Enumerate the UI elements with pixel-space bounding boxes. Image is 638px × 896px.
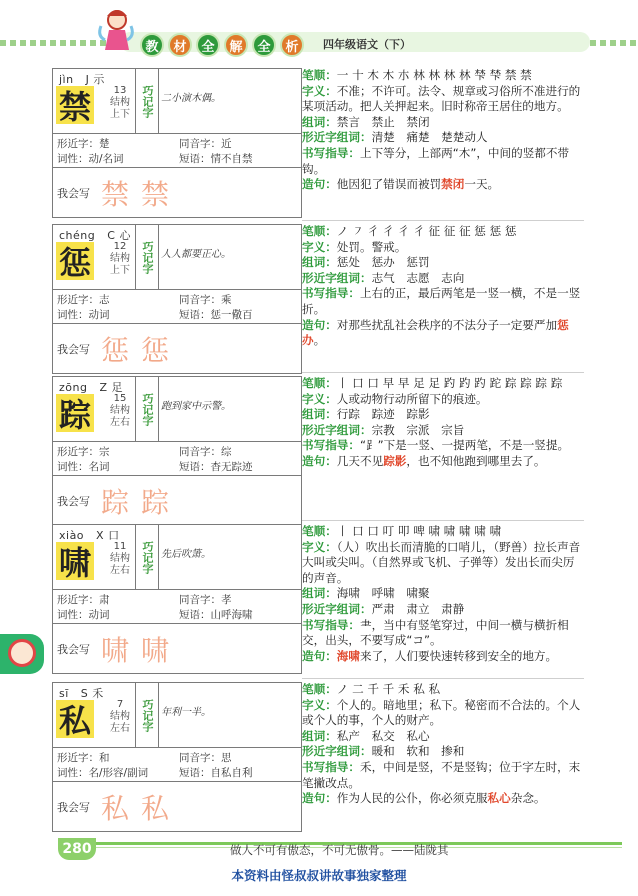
explanation-line bbox=[302, 407, 584, 423]
explanation-label: 形近字组词： bbox=[302, 130, 372, 145]
explanation-text: 严肃 肃立 肃静 bbox=[371, 601, 465, 616]
explanation-label: 组词： bbox=[302, 586, 337, 601]
capital-letter: J bbox=[85, 73, 90, 86]
explanation-text: 宗教 宗派 宗旨 bbox=[371, 422, 465, 437]
structure-type: 左右 bbox=[110, 417, 130, 428]
practice-label: 我会写 bbox=[57, 187, 90, 200]
practice-char: 私 bbox=[101, 792, 130, 825]
explanation-line bbox=[302, 791, 584, 807]
practice-char: 啸 bbox=[141, 634, 170, 667]
explanation-line bbox=[302, 438, 584, 454]
explanation-line bbox=[302, 318, 584, 349]
explanation-label: 造句： bbox=[302, 317, 337, 332]
practice-char: 私 bbox=[141, 792, 170, 825]
tip-label bbox=[135, 225, 159, 289]
explanation-text: “⻊”下是一竖、一提两笔，不是一竖提。 bbox=[359, 438, 570, 453]
explanation-label: 造句： bbox=[302, 791, 337, 806]
explanation-line bbox=[302, 115, 584, 131]
explanation-line bbox=[302, 392, 584, 408]
explanation-text: 个人的。暗地里；私下。秘密而不合法的。个人或个人的事，个人的财产。 bbox=[302, 697, 581, 728]
practice-label: 我会写 bbox=[57, 343, 90, 356]
explanation-label: 字义： bbox=[302, 539, 337, 554]
explanation-label: 形近字组词： bbox=[302, 744, 372, 759]
explanation-text: （人）吹出长而清脆的口哨儿，（野兽）拉长声音大叫或尖叫。（自然界或飞机、子弹等）发出长而尖厉的声音。 bbox=[302, 539, 581, 585]
explanation-text: 一 十 木 木 朩 林 林 林 林 梺 梺 禁 禁 bbox=[336, 68, 532, 82]
practice-area bbox=[53, 781, 301, 829]
char-explanation bbox=[302, 224, 584, 349]
practice-char: 惩 bbox=[101, 334, 130, 367]
char-card bbox=[52, 68, 302, 218]
main-character: 私 bbox=[56, 700, 94, 738]
explanation-label: 书写指导： bbox=[302, 617, 360, 632]
explanation-label: 造句： bbox=[302, 648, 337, 663]
explanation-label: 字义： bbox=[302, 391, 337, 406]
tip-label-text: 巧记字 bbox=[141, 84, 154, 118]
similar-shape: 形近字：宗 bbox=[57, 446, 110, 458]
similar-shape: 形近字：肃 bbox=[57, 594, 110, 606]
explanation-line bbox=[302, 682, 584, 698]
practice-area bbox=[53, 323, 301, 371]
homophone: 同音字：综 bbox=[179, 446, 232, 458]
pinyin: xiào bbox=[59, 529, 85, 542]
sentence-post: ，也不知他跑到哪里去了。 bbox=[406, 453, 546, 468]
part-of-speech: 词性：动/名词 bbox=[57, 153, 124, 165]
explanation-line bbox=[302, 240, 584, 256]
part-of-speech: 词性：名/形容/副词 bbox=[57, 767, 149, 779]
title-char: 析 bbox=[280, 33, 304, 57]
explanation-label: 书写指导： bbox=[302, 759, 360, 774]
explanation-line bbox=[302, 524, 584, 540]
stroke-info bbox=[103, 699, 137, 735]
fairy-mascot-icon bbox=[95, 6, 137, 54]
section-divider bbox=[302, 520, 584, 521]
explanation-line bbox=[302, 586, 584, 602]
explanation-label: 书写指导： bbox=[302, 286, 360, 301]
explanation-text: 处罚。警戒。 bbox=[336, 239, 407, 254]
sentence-highlight: 惩办 bbox=[302, 317, 569, 348]
structure-label: 结构 bbox=[110, 553, 130, 564]
homophone: 同音字：思 bbox=[179, 752, 232, 764]
explanation-label: 书写指导： bbox=[302, 145, 360, 160]
practice-char: 踪 bbox=[101, 486, 130, 519]
footer-motto: 做人不可有傲态，不可无傲骨。——陆陇其 bbox=[230, 843, 449, 857]
explanation-text: 清楚 痛楚 楚楚动人 bbox=[371, 130, 488, 145]
stroke-count: 12 bbox=[113, 241, 127, 252]
sentence-post: 杂念。 bbox=[510, 791, 546, 806]
sentence-highlight: 踪影 bbox=[383, 453, 407, 468]
explanation-line bbox=[302, 68, 584, 84]
explanation-label: 笔顺： bbox=[302, 68, 337, 82]
radical: 足 bbox=[111, 381, 124, 394]
capital-letter: C bbox=[107, 229, 116, 242]
homophone: 同音字：近 bbox=[179, 138, 232, 150]
explanation-line bbox=[302, 146, 584, 177]
explanation-line bbox=[302, 376, 584, 392]
practice-char: 惩 bbox=[141, 334, 170, 367]
char-card bbox=[52, 376, 302, 526]
explanation-text: ノ ㇇ 彳 彳 彳 彳 征 征 征 惩 惩 惩 bbox=[336, 224, 517, 238]
explanation-label: 字义： bbox=[302, 83, 337, 98]
explanation-text: 行踪 踪迹 踪影 bbox=[336, 407, 430, 422]
explanation-label: 形近字组词： bbox=[302, 270, 372, 285]
char-card-top bbox=[53, 377, 301, 442]
explanation-label: 笔顺： bbox=[302, 376, 337, 390]
sentence-pre: 对那些扰乱社会秩序的不法分子一定要严加 bbox=[336, 317, 558, 332]
main-character: 踪 bbox=[56, 394, 94, 432]
explanation-label: 组词： bbox=[302, 114, 337, 129]
practice-label: 我会写 bbox=[57, 495, 90, 508]
explanation-line bbox=[302, 744, 584, 760]
stroke-count: 15 bbox=[113, 393, 127, 404]
explanation-line bbox=[302, 602, 584, 618]
title-char: 全 bbox=[196, 33, 220, 57]
explanation-line bbox=[302, 130, 584, 146]
sentence-pre: 作为人民的公仆，你必须克服 bbox=[336, 791, 488, 806]
tip-label bbox=[135, 525, 159, 589]
explanation-label: 组词： bbox=[302, 728, 337, 743]
char-explanation bbox=[302, 376, 584, 470]
explanation-text: 惩处 惩办 惩罚 bbox=[336, 255, 430, 270]
explanation-line bbox=[302, 286, 584, 317]
part-of-speech: 词性：动词 bbox=[57, 609, 110, 621]
sentence-pre: 他因犯了错误而被罚 bbox=[336, 177, 442, 192]
explanation-text: 志气 志愿 志向 bbox=[371, 270, 465, 285]
pinyin: zōng bbox=[59, 381, 88, 394]
explanation-label: 字义： bbox=[302, 697, 337, 712]
explanation-text: 丨 口 口 早 早 足 足 趵 趵 趵 跎 踪 踪 踪 踪 bbox=[336, 376, 563, 390]
char-card-top bbox=[53, 225, 301, 290]
explanation-label: 笔顺： bbox=[302, 224, 337, 238]
char-card-top bbox=[53, 525, 301, 590]
explanation-text: 私产 私交 私心 bbox=[336, 728, 430, 743]
explanation-text: 丨 口 口 叮 叩 啤 啸 啸 啸 啸 啸 bbox=[336, 524, 502, 538]
sentence-highlight: 禁闭 bbox=[441, 177, 465, 192]
stroke-info bbox=[103, 85, 137, 121]
explanation-label: 组词： bbox=[302, 255, 337, 270]
char-explanation bbox=[302, 524, 584, 664]
title-char: 教 bbox=[140, 33, 164, 57]
phrase: 短语：惩一儆百 bbox=[179, 309, 253, 321]
structure-label: 结构 bbox=[110, 97, 130, 108]
stroke-count: 11 bbox=[113, 541, 127, 552]
similar-shape: 形近字：和 bbox=[57, 752, 110, 764]
pinyin: sī bbox=[59, 687, 69, 700]
explanation-label: 造句： bbox=[302, 453, 337, 468]
explanation-line bbox=[302, 760, 584, 791]
radical: 禾 bbox=[92, 687, 104, 700]
explanation-label: 组词： bbox=[302, 407, 337, 422]
part-of-speech: 词性：动词 bbox=[57, 309, 110, 321]
explanation-line bbox=[302, 454, 584, 470]
radical: 心 bbox=[119, 229, 131, 242]
radical: 示 bbox=[93, 73, 105, 86]
explanation-text: ノ 二 千 千 禾 私 私 bbox=[336, 682, 441, 696]
practice-area bbox=[53, 475, 301, 523]
memory-tip: 人人都要正心。 bbox=[161, 249, 231, 260]
phrase: 短语：山呼海啸 bbox=[179, 609, 253, 621]
tip-label-text: 巧记字 bbox=[141, 698, 154, 732]
char-card-top bbox=[53, 69, 301, 134]
practice-char: 啸 bbox=[101, 634, 130, 667]
char-info bbox=[53, 133, 301, 168]
char-info bbox=[53, 589, 301, 624]
explanation-text: 暖和 软和 掺和 bbox=[371, 744, 465, 759]
structure-type: 上下 bbox=[110, 265, 130, 276]
explanation-line bbox=[302, 540, 584, 587]
explanation-text: 禾，中间是竖，不是竖钩；位于字左时，末笔撇改点。 bbox=[302, 759, 581, 790]
phrase: 短语：自私自利 bbox=[179, 767, 253, 779]
char-card-top bbox=[53, 683, 301, 748]
structure-label: 结构 bbox=[110, 253, 130, 264]
memory-tip: 跑到家中示警。 bbox=[161, 401, 231, 412]
sentence-post: 来了，人们要快速转移到安全的地方。 bbox=[360, 648, 558, 663]
char-card bbox=[52, 682, 302, 832]
page-header bbox=[0, 0, 638, 64]
tip-label-text: 巧记字 bbox=[141, 240, 154, 274]
book-title bbox=[140, 33, 304, 57]
part-of-speech: 词性：名词 bbox=[57, 461, 110, 473]
memory-tip: 先后吹箫。 bbox=[161, 549, 211, 560]
practice-label: 我会写 bbox=[57, 643, 90, 656]
char-info bbox=[53, 441, 301, 476]
sentence-post: 。 bbox=[313, 333, 326, 348]
section-divider bbox=[302, 678, 584, 679]
capital-letter: S bbox=[80, 687, 89, 700]
sentence-post: 一天。 bbox=[464, 177, 500, 192]
explanation-line bbox=[302, 255, 584, 271]
tip-label-text: 巧记字 bbox=[141, 392, 154, 426]
similar-shape: 形近字：志 bbox=[57, 294, 110, 306]
tip-label bbox=[135, 377, 159, 441]
tip-label-text: 巧记字 bbox=[141, 540, 154, 574]
explanation-label: 形近字组词： bbox=[302, 601, 372, 616]
radical: 口 bbox=[108, 529, 120, 542]
tip-label bbox=[135, 683, 159, 747]
homophone: 同音字：孝 bbox=[179, 594, 232, 606]
section-divider bbox=[302, 220, 584, 221]
explanation-line bbox=[302, 177, 584, 193]
stroke-count: 7 bbox=[116, 699, 124, 710]
footer-credit: 本资料由怪叔叔讲故事独家整理 bbox=[231, 868, 407, 883]
explanation-label: 书写指导： bbox=[302, 438, 360, 453]
explanation-text: 人或动物行动所留下的痕迹。 bbox=[336, 391, 488, 406]
title-char: 解 bbox=[224, 33, 248, 57]
explanation-line bbox=[302, 84, 584, 115]
explanation-label: 笔顺： bbox=[302, 524, 337, 538]
phrase: 短语：杳无踪迹 bbox=[179, 461, 253, 473]
char-explanation bbox=[302, 68, 584, 193]
sentence-highlight: 私心 bbox=[487, 791, 511, 806]
explanation-text: 上右的正，最后两笔是一竖一横，不是一竖折。 bbox=[302, 286, 581, 316]
explanation-line bbox=[302, 618, 584, 649]
phrase: 短语：情不自禁 bbox=[179, 153, 253, 165]
similar-shape: 形近字：楚 bbox=[57, 138, 110, 150]
practice-area bbox=[53, 167, 301, 215]
pinyin: chéng bbox=[59, 229, 96, 242]
title-char: 全 bbox=[252, 33, 276, 57]
explanation-label: 造句： bbox=[302, 177, 337, 192]
side-tab bbox=[0, 634, 44, 674]
explanation-line bbox=[302, 271, 584, 287]
practice-label: 我会写 bbox=[57, 801, 90, 814]
char-explanation bbox=[302, 682, 584, 807]
explanation-line bbox=[302, 224, 584, 240]
mascot-face-icon bbox=[8, 639, 36, 667]
practice-char: 禁 bbox=[101, 178, 130, 211]
explanation-label: 形近字组词： bbox=[302, 422, 372, 437]
memory-tip: 年利一半。 bbox=[161, 707, 211, 718]
main-character: 惩 bbox=[56, 242, 94, 280]
char-info bbox=[53, 747, 301, 782]
pinyin: jìn bbox=[59, 73, 74, 86]
explanation-line bbox=[302, 423, 584, 439]
capital-letter: X bbox=[96, 529, 105, 542]
char-card bbox=[52, 524, 302, 674]
sentence-pre: 几天不见 bbox=[336, 453, 384, 468]
explanation-label: 字义： bbox=[302, 239, 337, 254]
explanation-text: 上下等分，上部两“木”，中间的竖都不带钩。 bbox=[302, 145, 570, 176]
char-info bbox=[53, 289, 301, 324]
section-divider bbox=[302, 372, 584, 373]
explanation-text: 禁言 禁止 禁闭 bbox=[336, 114, 430, 129]
main-character: 啸 bbox=[56, 542, 94, 580]
title-char: 材 bbox=[168, 33, 192, 57]
practice-area bbox=[53, 623, 301, 671]
homophone: 同音字：乘 bbox=[179, 294, 232, 306]
explanation-text: ⺻，当中有竖笔穿过，中间一横与横折相交，出头，不要写成“コ”。 bbox=[302, 617, 569, 648]
structure-label: 结构 bbox=[110, 711, 130, 722]
practice-char: 踪 bbox=[141, 486, 170, 519]
char-card bbox=[52, 224, 302, 374]
memory-tip: 二小演木偶。 bbox=[161, 93, 221, 104]
stroke-info bbox=[103, 241, 137, 277]
main-character: 禁 bbox=[56, 86, 94, 124]
practice-char: 禁 bbox=[141, 178, 170, 211]
explanation-text: 海啸 呼啸 啸聚 bbox=[336, 586, 430, 601]
stroke-info bbox=[103, 541, 137, 577]
explanation-line bbox=[302, 698, 584, 729]
capital-letter: Z bbox=[99, 381, 108, 394]
tip-label bbox=[135, 69, 159, 133]
explanation-line bbox=[302, 649, 584, 665]
structure-type: 上下 bbox=[110, 109, 130, 120]
structure-type: 左右 bbox=[110, 565, 130, 576]
explanation-text: 不准；不许可。法令、规章或习俗所不准进行的某项活动。把人关押起来。旧时称帝王居住的地方。 bbox=[302, 83, 581, 114]
sentence-highlight: 海啸 bbox=[336, 648, 360, 663]
stroke-info bbox=[103, 393, 137, 429]
grade-subtitle: 四年级语文（下） bbox=[323, 38, 411, 51]
stroke-count: 13 bbox=[113, 85, 127, 96]
page-number: 280 bbox=[58, 838, 96, 860]
structure-label: 结构 bbox=[110, 405, 130, 416]
structure-type: 左右 bbox=[110, 723, 130, 734]
explanation-line bbox=[302, 729, 584, 745]
explanation-label: 笔顺： bbox=[302, 682, 337, 696]
